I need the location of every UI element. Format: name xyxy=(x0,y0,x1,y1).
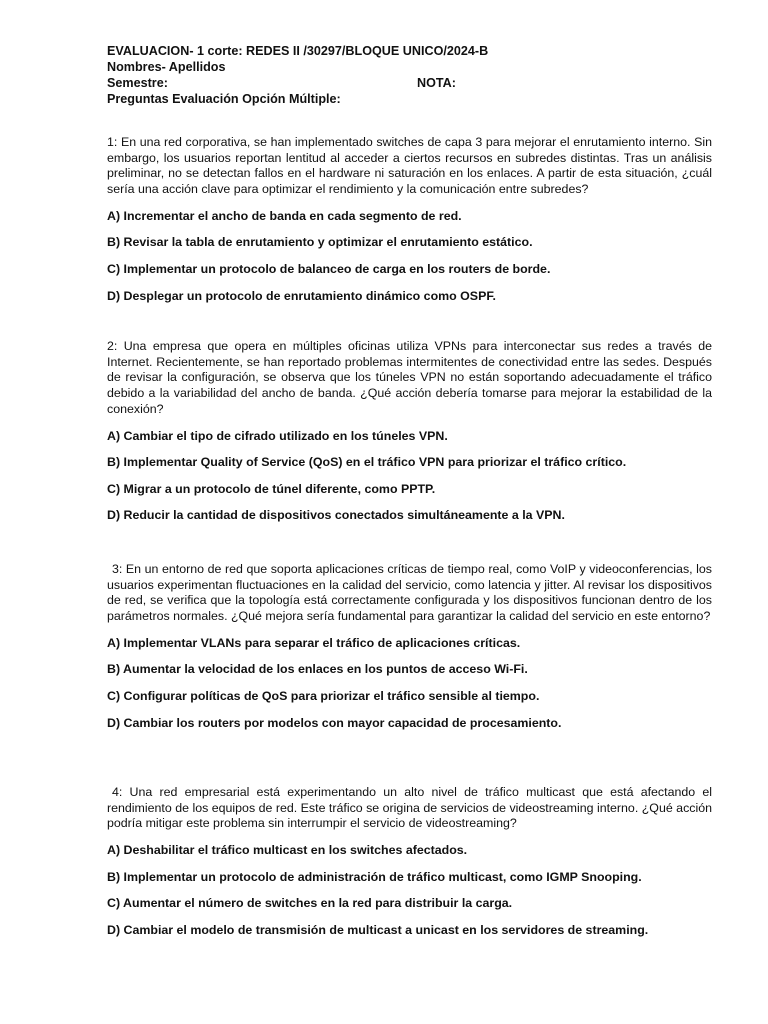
option-b: B) Aumentar la velocidad de los enlaces en los puntos de acceso Wi-Fi. xyxy=(107,662,528,677)
exam-title: EVALUACION- 1 corte: REDES II /30297/BLOQUE UNICO/2024-B xyxy=(107,44,489,58)
option-d: D) Reducir la cantidad de dispositivos conectados simultáneamente a la VPN. xyxy=(107,508,565,523)
question-1 xyxy=(107,135,712,314)
question-text: 1: En una red corporativa, se han implementado switches de capa 3 para mejorar el enrutamiento interno. Sin embargo, los usuarios reportan lentitud al acceder a ciertos recursos en subredes distintas. Tras un análisis preliminar, no se detectan fallos en el hardware ni saturación en los enlaces. A partir de esta situación, ¿cuál sería una acción clave para optimizar el rendimiento y la comunicación entre subredes? xyxy=(107,135,712,197)
option-c: C) Implementar un protocolo de balanceo de carga en los routers de borde. xyxy=(107,262,551,276)
option-a: A) Incrementar el ancho de banda en cada segmento de red. xyxy=(107,208,462,223)
question-text: 3: En un entorno de red que soporta aplicaciones críticas de tiempo real, como VoIP y videoconferencias, los usuarios experimentan fluctuaciones en la calidad del servicio, como latencia y jitter. Al revisar los dispositivos de red, se verifica que la topología está correctamente configurada y los dispositivos funcionan dentro de los parámetros normales. ¿Qué mejora sería fundamental para garantizar la calidad del servicio en este entorno? xyxy=(107,562,712,624)
option-c: C) Aumentar el número de switches en la red para distribuir la carga. xyxy=(107,896,513,911)
question-2 xyxy=(107,339,712,534)
question-text: 2: Una empresa que opera en múltiples oficinas utiliza VPNs para interconectar sus redes a través de Internet. Recientemente, se han reportado problemas intermitentes de conectividad entre las sedes. Después de revisar la configuración, se observa que los túneles VPN no están soportando adecuadamente el tráfico debido a la variabilidad del ancho de banda. ¿Qué acción debería tomarse para mejorar la estabilidad de la conexión? xyxy=(107,339,712,416)
semester-row xyxy=(107,75,712,91)
names-label: Nombres- Apellidos xyxy=(107,60,226,74)
section-label: Preguntas Evaluación Opción Múltiple: xyxy=(107,92,341,106)
semester-label: Semestre: xyxy=(107,76,168,90)
option-c: C) Migrar a un protocolo de túnel diferente, como PPTP. xyxy=(107,481,436,496)
document-header xyxy=(107,43,712,107)
option-d: D) Cambiar el modelo de transmisión de multicast a unicast en los servidores de streaming. xyxy=(107,922,649,937)
question-3 xyxy=(107,562,712,741)
question-text: 4: Una red empresarial está experimentando un alto nivel de tráfico multicast que está afectando el rendimiento de los equipos de red. Este tráfico se origina de servicios de videostreaming interno. ¿Qué acción podría mitigar este problema sin interrumpir el servicio de videostreaming? xyxy=(107,785,712,831)
option-c: C) Configurar políticas de QoS para priorizar el tráfico sensible al tiempo. xyxy=(107,689,540,703)
option-b: B) Implementar un protocolo de administración de tráfico multicast, como IGMP Snooping. xyxy=(107,869,642,884)
option-d: D) Cambiar los routers por modelos con mayor capacidad de procesamiento. xyxy=(107,715,562,730)
option-a: A) Cambiar el tipo de cifrado utilizado en los túneles VPN. xyxy=(107,428,448,443)
grade-label: NOTA: xyxy=(417,76,456,90)
option-b: B) Implementar Quality of Service (QoS) en el tráfico VPN para priorizar el tráfico crítico. xyxy=(107,455,627,470)
option-a: A) Implementar VLANs para separar el tráfico de aplicaciones críticas. xyxy=(107,635,521,650)
option-d: D) Desplegar un protocolo de enrutamiento dinámico como OSPF. xyxy=(107,288,496,303)
option-b: B) Revisar la tabla de enrutamiento y optimizar el enrutamiento estático. xyxy=(107,235,533,250)
question-4 xyxy=(107,785,712,948)
option-a: A) Deshabilitar el tráfico multicast en los switches afectados. xyxy=(107,843,468,858)
